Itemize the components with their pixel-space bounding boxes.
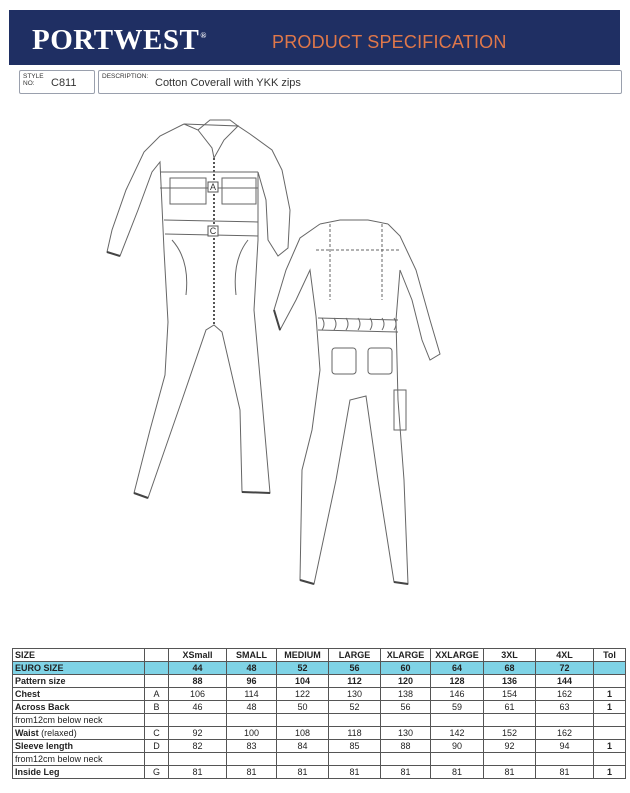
measurement-name-cell: from12cm below neck <box>13 753 145 766</box>
table-cell <box>536 753 594 766</box>
measurement-code-cell: A <box>145 688 169 701</box>
measurement-name-cell: Sleeve length <box>13 740 145 753</box>
table-cell: 85 <box>329 740 381 753</box>
measurement-code-cell <box>145 753 169 766</box>
table-cell: 60 <box>381 662 431 675</box>
table-cell: 128 <box>431 675 484 688</box>
table-cell: 106 <box>169 688 227 701</box>
style-number: C811 <box>51 77 77 89</box>
brand-name: PORTWEST <box>32 24 200 56</box>
measurement-name-cell: Pattern size <box>13 675 145 688</box>
table-cell <box>594 727 626 740</box>
table-cell: 46 <box>169 701 227 714</box>
table-header-cell: XXLARGE <box>431 649 484 662</box>
table-cell: 108 <box>277 727 329 740</box>
back-view-drawing <box>274 220 440 584</box>
table-cell: 48 <box>227 662 277 675</box>
marker-c: C <box>209 226 217 236</box>
table-cell: 82 <box>169 740 227 753</box>
table-cell: 88 <box>169 675 227 688</box>
table-cell <box>277 753 329 766</box>
table-cell <box>594 662 626 675</box>
table-cell: 64 <box>431 662 484 675</box>
table-cell: 118 <box>329 727 381 740</box>
table-cell: 83 <box>227 740 277 753</box>
table-row <box>13 727 626 740</box>
table-cell: 152 <box>484 727 536 740</box>
table-cell: 81 <box>169 766 227 779</box>
style-label-line-2: NO: <box>23 80 35 87</box>
table-cell <box>484 714 536 727</box>
table-row <box>13 701 626 714</box>
table-cell: 56 <box>381 701 431 714</box>
marker-a: A <box>209 182 217 192</box>
table-header-cell: XSmall <box>169 649 227 662</box>
table-cell <box>227 714 277 727</box>
table-header-cell: 4XL <box>536 649 594 662</box>
table-cell <box>381 714 431 727</box>
table-cell <box>431 753 484 766</box>
table-cell: 81 <box>431 766 484 779</box>
table-cell <box>381 753 431 766</box>
table-header-cell <box>145 649 169 662</box>
table-cell: 61 <box>484 701 536 714</box>
table-cell <box>227 753 277 766</box>
description-text: Cotton Coverall with YKK zips <box>155 77 301 89</box>
table-cell: 68 <box>484 662 536 675</box>
measurement-code-cell <box>145 675 169 688</box>
measurement-code-cell: G <box>145 766 169 779</box>
table-cell: 59 <box>431 701 484 714</box>
table-cell: 90 <box>431 740 484 753</box>
table-cell: 72 <box>536 662 594 675</box>
table-cell <box>594 753 626 766</box>
table-cell: 136 <box>484 675 536 688</box>
table-row <box>13 688 626 701</box>
description-label: DESCRIPTION: <box>102 73 149 80</box>
table-cell: 162 <box>536 727 594 740</box>
style-label <box>23 73 44 87</box>
table-header-cell: 3XL <box>484 649 536 662</box>
table-cell: 81 <box>329 766 381 779</box>
measurement-name-cell: Across Back <box>13 701 145 714</box>
measurement-code-cell: D <box>145 740 169 753</box>
table-row <box>13 766 626 779</box>
table-cell <box>536 714 594 727</box>
table-cell: 81 <box>484 766 536 779</box>
table-header-cell: LARGE <box>329 649 381 662</box>
table-cell <box>329 753 381 766</box>
table-cell: 84 <box>277 740 329 753</box>
table-cell: 100 <box>227 727 277 740</box>
measurement-qualifier: (relaxed) <box>38 728 77 738</box>
table-cell: 162 <box>536 688 594 701</box>
table-cell: 144 <box>536 675 594 688</box>
table-cell: 1 <box>594 701 626 714</box>
table-cell <box>594 714 626 727</box>
table-cell: 48 <box>227 701 277 714</box>
table-cell: 94 <box>536 740 594 753</box>
table-header-cell: SIZE <box>13 649 145 662</box>
table-cell <box>594 675 626 688</box>
measurement-name: Waist <box>15 728 39 738</box>
table-cell: 130 <box>381 727 431 740</box>
table-cell: 1 <box>594 688 626 701</box>
table-cell: 50 <box>277 701 329 714</box>
table-cell: 122 <box>277 688 329 701</box>
front-view-drawing <box>107 120 290 498</box>
measurement-name-cell <box>13 727 145 740</box>
measurement-code-cell <box>145 714 169 727</box>
table-header-cell: XLARGE <box>381 649 431 662</box>
header-banner <box>9 10 620 65</box>
table-cell: 81 <box>227 766 277 779</box>
style-label-line-1: STYLE <box>23 73 44 80</box>
table-row <box>13 662 626 675</box>
table-cell: 56 <box>329 662 381 675</box>
table-cell: 81 <box>536 766 594 779</box>
table-cell: 81 <box>381 766 431 779</box>
table-cell: 120 <box>381 675 431 688</box>
table-header-cell: MEDIUM <box>277 649 329 662</box>
table-header-cell: Tol <box>594 649 626 662</box>
table-cell: 114 <box>227 688 277 701</box>
table-cell <box>431 714 484 727</box>
garment-sketch <box>0 100 630 620</box>
document-title: PRODUCT SPECIFICATION <box>272 32 507 52</box>
table-cell: 92 <box>484 740 536 753</box>
table-cell: 63 <box>536 701 594 714</box>
measurement-name-cell: Inside Leg <box>13 766 145 779</box>
table-row <box>13 740 626 753</box>
table-cell: 1 <box>594 740 626 753</box>
table-cell: 52 <box>277 662 329 675</box>
table-body <box>13 649 626 779</box>
table-cell: 130 <box>329 688 381 701</box>
table-cell <box>169 714 227 727</box>
table-cell: 44 <box>169 662 227 675</box>
table-cell: 138 <box>381 688 431 701</box>
table-cell: 142 <box>431 727 484 740</box>
table-cell: 96 <box>227 675 277 688</box>
table-cell <box>277 714 329 727</box>
table-cell: 88 <box>381 740 431 753</box>
table-cell: 112 <box>329 675 381 688</box>
measurement-name-cell: from12cm below neck <box>13 714 145 727</box>
table-cell: 52 <box>329 701 381 714</box>
table-cell <box>484 753 536 766</box>
table-header-row <box>13 649 626 662</box>
table-row <box>13 675 626 688</box>
measurement-name-cell: EURO SIZE <box>13 662 145 675</box>
measurement-code-cell: C <box>145 727 169 740</box>
table-cell: 92 <box>169 727 227 740</box>
table-row <box>13 714 626 727</box>
table-row <box>13 753 626 766</box>
table-cell: 81 <box>277 766 329 779</box>
style-box <box>19 70 95 94</box>
table-cell: 104 <box>277 675 329 688</box>
table-header-cell: SMALL <box>227 649 277 662</box>
description-box <box>98 70 622 94</box>
table-cell <box>169 753 227 766</box>
front-markers <box>208 182 218 236</box>
measurement-name-cell: Chest <box>13 688 145 701</box>
table-cell: 154 <box>484 688 536 701</box>
table-cell: 146 <box>431 688 484 701</box>
brand-logo <box>32 24 207 57</box>
table-cell <box>329 714 381 727</box>
table-cell: 1 <box>594 766 626 779</box>
measurement-code-cell: B <box>145 701 169 714</box>
size-specification-table <box>12 648 626 779</box>
registered-mark: ® <box>200 31 207 41</box>
measurement-code-cell <box>145 662 169 675</box>
